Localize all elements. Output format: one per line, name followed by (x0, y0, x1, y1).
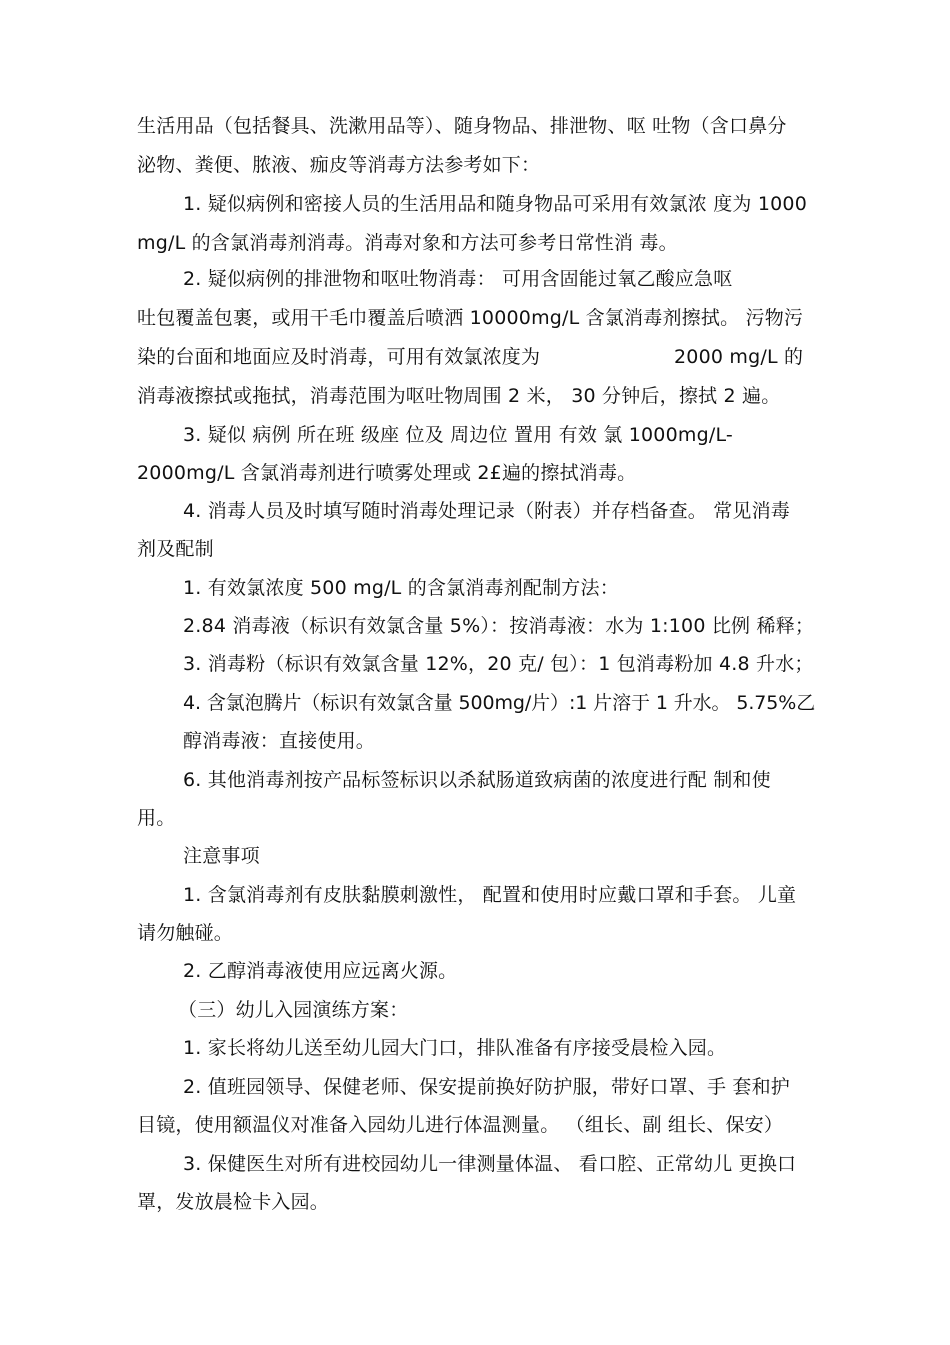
text-line: 2000mg/L 含氯消毒剂进行喷雾处理或 2£遍的擦拭消毒。 (137, 462, 637, 484)
text-line: 6. 其他消毒剂按产品标签标识以杀弑肠道致病菌的浓度进行配 制和使 (183, 769, 771, 791)
text-line: 2. 乙醇消毒液使用应远离火源。 (183, 960, 458, 982)
text-line: 3. 消毒粉（标识有效氯含量 12%，20 克/ 包）：1 包消毒粉加 4.8 升水； (183, 653, 814, 675)
text-line: 3. 保健医生对所有进校园幼儿一律测量体温、 看口腔、正常幼儿 更换口 (183, 1153, 797, 1175)
text-line: 泌物、粪便、脓液、痂皮等消毒方法参考如下： (137, 154, 541, 176)
text-line: 1. 含氯消毒剂有皮肤黏膜刺激性， 配置和使用时应戴口罩和手套。 儿童 (183, 884, 797, 906)
text-line: 生活用品（包括餐具、洗漱用品等）、随身物品、排泄物、呕 吐物（含口鼻分 (137, 115, 787, 137)
text-line: 用。 (137, 807, 176, 829)
text-line: 1. 疑似病例和密接人员的生活用品和随身物品可采用有效氯浓 度为 1000 (183, 193, 808, 215)
text-line: 请勿触碰。 (137, 922, 234, 944)
text-line: 4. 消毒人员及时填写随时消毒处理记录（附表）并存档备查。 常见消毒 (183, 500, 791, 522)
text-line: 3. 疑似 病例 所在班 级座 位及 周边位 置用 有效 氯 1000mg/L- (183, 424, 733, 446)
text-line: 1. 家长将幼儿送至幼儿园大门口，排队准备有序接受晨检入园。 (183, 1037, 727, 1059)
text-line: 2.84 消毒液（标识有效氯含量 5%）：按消毒液：水为 1:100 比例 稀释； (183, 615, 815, 637)
text-line: 吐包覆盖包裹，或用干毛巾覆盖后喷洒 10000mg/L 含氯消毒剂擦拭。 污物污 (137, 307, 804, 329)
text-line: 2. 疑似病例的排泄物和呕吐物消毒： 可用含固能过氧乙酸应急呕 (183, 268, 733, 290)
section-heading: 注意事项 (183, 845, 260, 867)
text-line: 罩，发放晨检卡入园。 (137, 1191, 330, 1213)
text-line: 剂及配制 (137, 538, 214, 560)
text-line: 目镜，使用额温仪对准备入园幼儿进行体温测量。 （组长、副 组长、保安） (137, 1114, 784, 1136)
text-line: 醇消毒液：直接使用。 (183, 730, 376, 752)
text-line: 1. 有效氯浓度 500 mg/L 的含氯消毒剂配制方法： (183, 577, 619, 599)
text-line: 4. 含氯泡腾片（标识有效氯含量 500mg/片）:1 片溶于 1 升水。 5.75%乙 (183, 692, 816, 714)
text-line: 消毒液擦拭或拖拭，消毒范围为呕吐物周围 2 米， 30 分钟后，擦拭 2 遍。 (137, 385, 781, 407)
text-line: 2. 值班园领导、保健老师、保安提前换好防护服，带好口罩、手 套和护 (183, 1076, 791, 1098)
section-heading: （三）幼儿入园演练方案： (178, 999, 409, 1021)
text-line: mg/L 的含氯消毒剂消毒。消毒对象和方法可参考日常性消 毒。 (137, 232, 678, 254)
text-line: 2000 mg/L 的 (674, 346, 804, 368)
text-line: 染的台面和地面应及时消毒，可用有效氯浓度为 (137, 346, 541, 368)
